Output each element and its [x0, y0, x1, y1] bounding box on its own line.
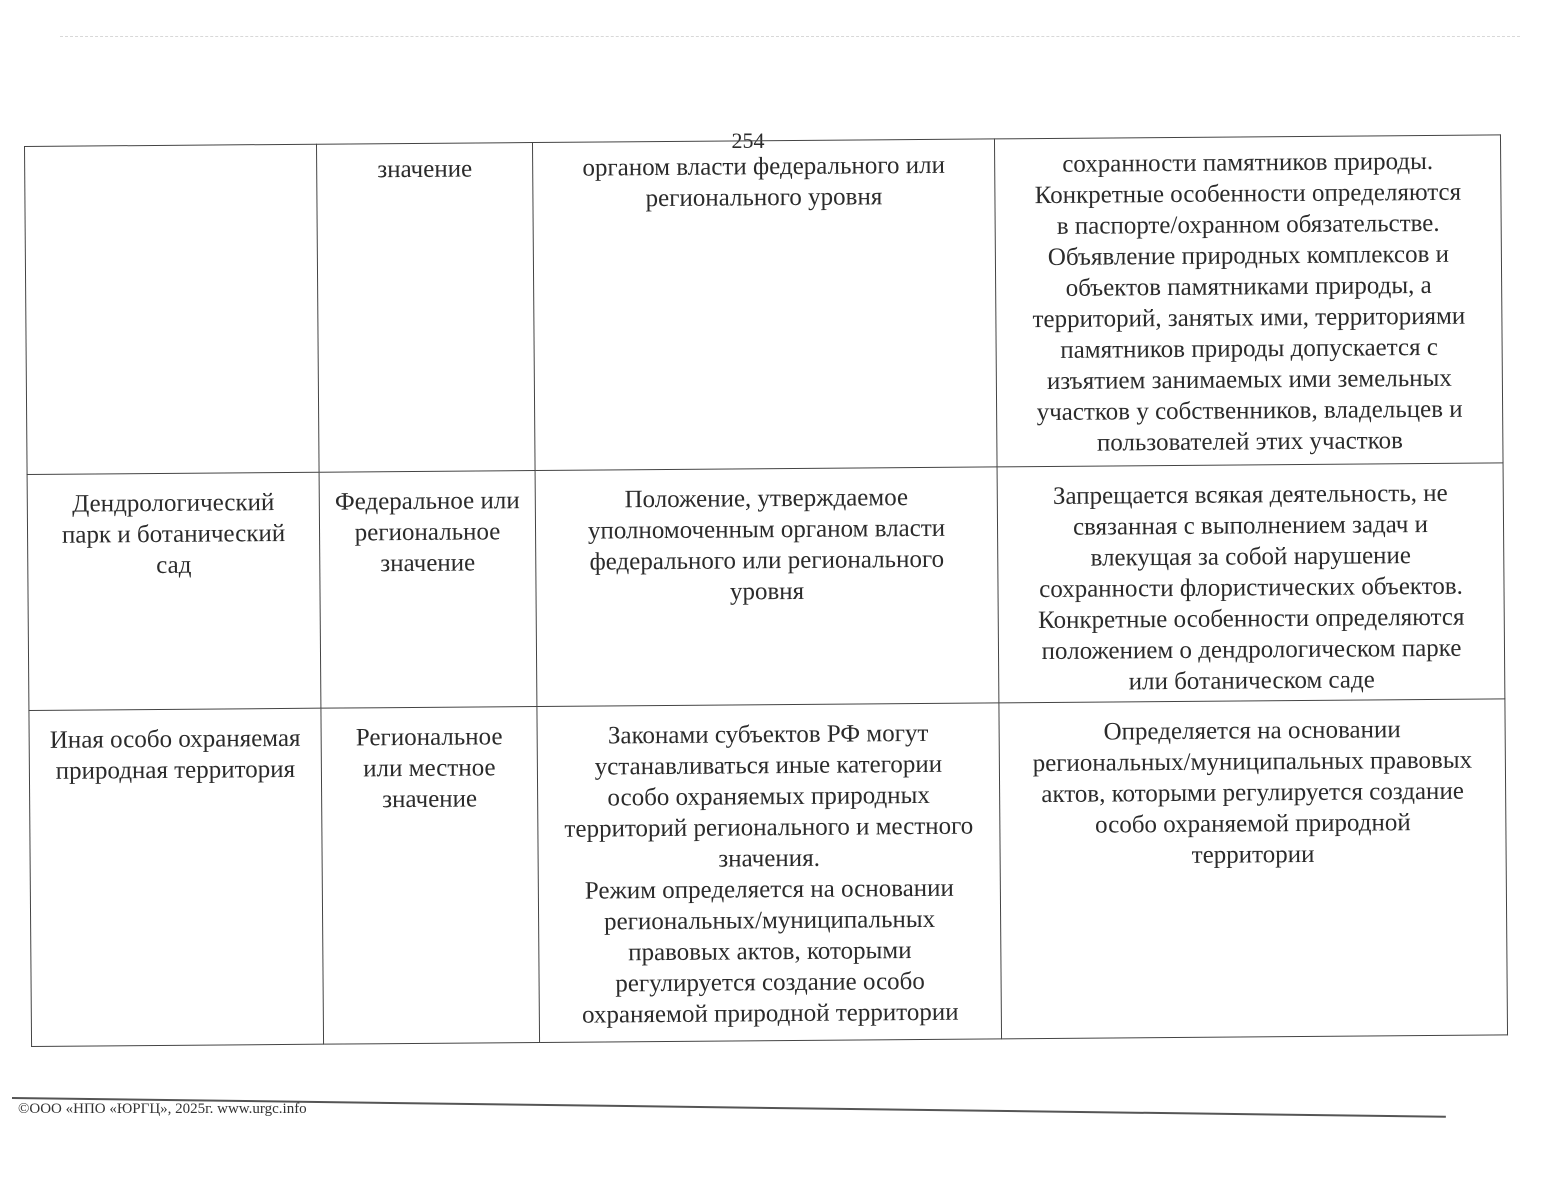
cell-legal-basis: Положение, утверждаемое уполномоченным органом власти федерального или регионального уровня: [535, 467, 999, 707]
cell-territory-category: [25, 144, 320, 474]
cell-territory-category: Дендрологический парк и ботанический сад: [27, 472, 321, 710]
cell-protection-regime: Запрещается всякая деятельность, не связанная с выполнением задач и влекущая за собой нарушение сохранности флористических объектов. Конкретные особенности определяются положением о дендрологическом парке или ботаническом саде: [997, 463, 1505, 703]
cell-legal-basis: Законами субъектов РФ могут устанавливаться иные категории особо охраняемых природных территорий регионального и местного значения. Режим определяется на основании региональных/муниципальных правовых актов, которыми регулируется создание особо охраняемой природной территории: [537, 703, 1002, 1043]
cell-significance: Федеральное или региональное значение: [319, 470, 537, 708]
cell-legal-basis: органом власти федерального или регионального уровня: [532, 139, 997, 471]
cell-significance: Региональное или местное значение: [321, 706, 540, 1044]
footer-copyright: ©ООО «НПО «ЮРГЦ», 2025г. www.urgc.info: [18, 1101, 307, 1117]
cell-significance: значение: [316, 143, 535, 473]
scan-artifact-line: [60, 36, 1520, 57]
cell-territory-category: Иная особо охраняемая природная территория: [29, 708, 324, 1046]
table-row: [25, 135, 1504, 475]
table-row: [27, 463, 1505, 711]
page-number: 254: [731, 128, 765, 153]
table-row: [29, 699, 1508, 1047]
cell-protection-regime: сохранности памятников природы. Конкретные особенности определяются в паспорте/охранном обязательстве. Объявление природных комплексов и объектов памятниками природы, а территорий, занятых ими, территориями памятников природы допускается с изъятием занимаемых ими земельных участков у собственников, владельцев и пользователей этих участков: [994, 135, 1503, 467]
regime-table: [24, 134, 1508, 1047]
cell-protection-regime: Определяется на основании региональных/муниципальных правовых актов, которыми регулируется создание особо охраняемой природной территории: [999, 699, 1508, 1039]
